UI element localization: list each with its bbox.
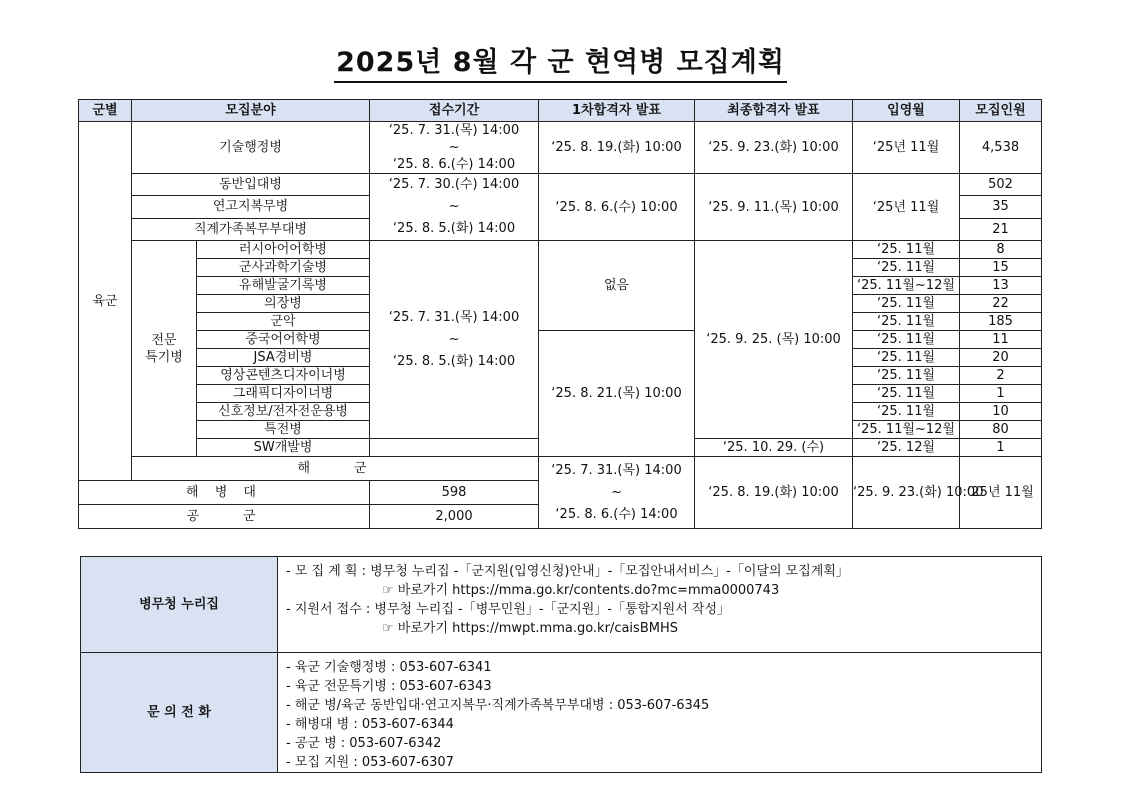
count-cell: 22 [960,295,1042,313]
field-cell: 러시아어어학병 [197,241,370,259]
header-count: 모집인원 [960,100,1042,122]
enlist-month-cell: ‘25. 11월 [853,403,960,421]
count-cell: 15 [960,259,1042,277]
phone-label: 문 의 전 화 [81,653,278,773]
registration-cell: ‘25. 7. 31.(목) 14:00 ~ ‘25. 8. 5.(화) 14:00 [370,241,539,439]
first-result-cell: ‘25. 8. 19.(화) 10:00 [539,122,695,174]
phone-line: - 모집 지원 : 053-607-6307 [286,755,454,770]
count-cell: 502 [960,174,1042,196]
table-row [79,241,1042,259]
specialist-group-cell: 전문 특기병 [132,241,197,457]
registration-cell: ‘25. 7. 30.(수) 14:00 ~ ‘25. 8. 5.(화) 14:00 [370,174,539,241]
field-cell: 중국어어학병 [197,331,370,349]
registration-cell: ‘25. 7. 31.(목) 14:00 ~ ‘25. 8. 6.(수) 14:00 [539,457,695,529]
info-table [80,556,1042,773]
count-cell: 35 [960,196,1042,218]
nurizip-content [278,557,1042,653]
nurizip-link[interactable]: ☞ 바로가기 https://mwpt.mma.go.kr/caisBMHS [382,621,678,636]
table-row [79,331,1042,349]
phone-line: - 육군 전문특기병 : 053-607-6343 [286,679,492,694]
count-cell: 10 [960,403,1042,421]
enlist-month-cell: ‘25. 11월 [853,241,960,259]
count-cell: 20 [960,349,1042,367]
nurizip-line: - 지원서 접수 : 병무청 누리집 -「병무민원」-「군지원」-「통합지원서 작성」 [286,602,731,617]
army-cell: 육군 [79,122,132,481]
enlist-month-cell: ‘25. 11월~12월 [853,277,960,295]
nurizip-label: 병무청 누리집 [81,557,278,653]
enlist-month-cell: ‘25. 11월 [853,259,960,277]
field-cell: JSA경비병 [197,349,370,367]
header-branch: 군별 [79,100,132,122]
branch-cell: 공 군 [79,505,370,529]
registration-cell-empty [370,439,539,457]
first-result-cell: ‘25. 8. 21.(목) 10:00 [539,331,695,457]
phone-line: - 공군 병 : 053-607-6342 [286,736,442,751]
field-cell: 군사과학기술병 [197,259,370,277]
page-title: 2025년 8월 각 군 현역병 모집계획 [0,46,1121,83]
final-result-cell: ‘25. 9. 25. (목) 10:00 [695,241,853,439]
registration-cell: ‘25. 7. 31.(목) 14:00 ~ ‘25. 8. 6.(수) 14:00 [370,122,539,174]
nurizip-line: - 모 집 계 획 : 병무청 누리집 -「군지원(입영신청)안내」-「모집안내서비스」-「이달의 모집계획」 [286,564,849,579]
header-field: 모집분야 [132,100,370,122]
final-result-cell: ‘25. 9. 23.(화) 10:00 [853,457,960,529]
header-final-result: 최종합격자 발표 [695,100,853,122]
final-result-cell: ‘25. 10. 29. (수) [695,439,853,457]
enlist-month-cell: ‘25. 11월 [853,385,960,403]
enlist-month-cell: ‘25년 11월 [853,122,960,174]
phone-line: - 육군 기술행정병 : 053-607-6341 [286,660,492,675]
field-cell: 영상콘텐츠디자이너병 [197,367,370,385]
enlist-month-cell: ‘25년 11월 [853,174,960,241]
count-cell: 1 [960,439,1042,457]
field-cell: 연고지복무병 [132,196,370,218]
field-cell: 직계가족복무부대병 [132,218,370,240]
phone-content [278,653,1042,773]
enlist-month-cell: ‘25. 11월~12월 [853,421,960,439]
first-result-cell: ‘25. 8. 19.(화) 10:00 [695,457,853,529]
field-cell: 신호정보/전자전운용병 [197,403,370,421]
nurizip-link[interactable]: ☞ 바로가기 https://mma.go.kr/contents.do?mc=mma0000743 [382,583,780,598]
field-cell: 특전병 [197,421,370,439]
header-row [79,100,1042,122]
enlist-month-cell: ‘25. 11월 [853,331,960,349]
header-registration: 접수기간 [370,100,539,122]
field-cell: 기술행정병 [132,122,370,174]
header-enlist-month: 입영월 [853,100,960,122]
enlist-month-cell: ‘25. 11월 [853,349,960,367]
phone-line: - 해군 병/육군 동반입대·연고지복무·직계가족복무부대병 : 053-607-6345 [286,698,710,713]
enlist-month-cell: ‘25. 11월 [853,367,960,385]
final-result-cell: ‘25. 9. 23.(화) 10:00 [695,122,853,174]
table-row [79,174,1042,196]
final-result-cell: ‘25. 9. 11.(목) 10:00 [695,174,853,241]
phone-line: - 해병대 병 : 053-607-6344 [286,717,454,732]
count-cell: 13 [960,277,1042,295]
recruitment-table [78,99,1042,529]
enlist-month-cell: ‘25년 11월 [960,457,1042,529]
count-cell: 598 [370,481,539,505]
enlist-month-cell: ‘25. 11월 [853,313,960,331]
header-first-result: 1차합격자 발표 [539,100,695,122]
count-cell: 2 [960,367,1042,385]
count-cell: 11 [960,331,1042,349]
count-cell: 21 [960,218,1042,240]
enlist-month-cell: ‘25. 12월 [853,439,960,457]
count-cell: 8 [960,241,1042,259]
field-cell: 그래픽디자이너병 [197,385,370,403]
first-result-cell: ‘25. 8. 6.(수) 10:00 [539,174,695,241]
field-cell: 의장병 [197,295,370,313]
table-row [79,122,1042,174]
table-row [79,457,1042,481]
count-cell: 4,538 [960,122,1042,174]
enlist-month-cell: ‘25. 11월 [853,295,960,313]
branch-cell: 해 병 대 [79,481,370,505]
first-result-cell: 없음 [539,241,695,331]
field-cell: SW개발병 [197,439,370,457]
count-cell: 185 [960,313,1042,331]
count-cell: 80 [960,421,1042,439]
count-cell: 1 [960,385,1042,403]
field-cell: 군악 [197,313,370,331]
branch-cell: 해 군 [132,457,539,481]
field-cell: 유해발굴기록병 [197,277,370,295]
count-cell: 2,000 [370,505,539,529]
field-cell: 동반입대병 [132,174,370,196]
